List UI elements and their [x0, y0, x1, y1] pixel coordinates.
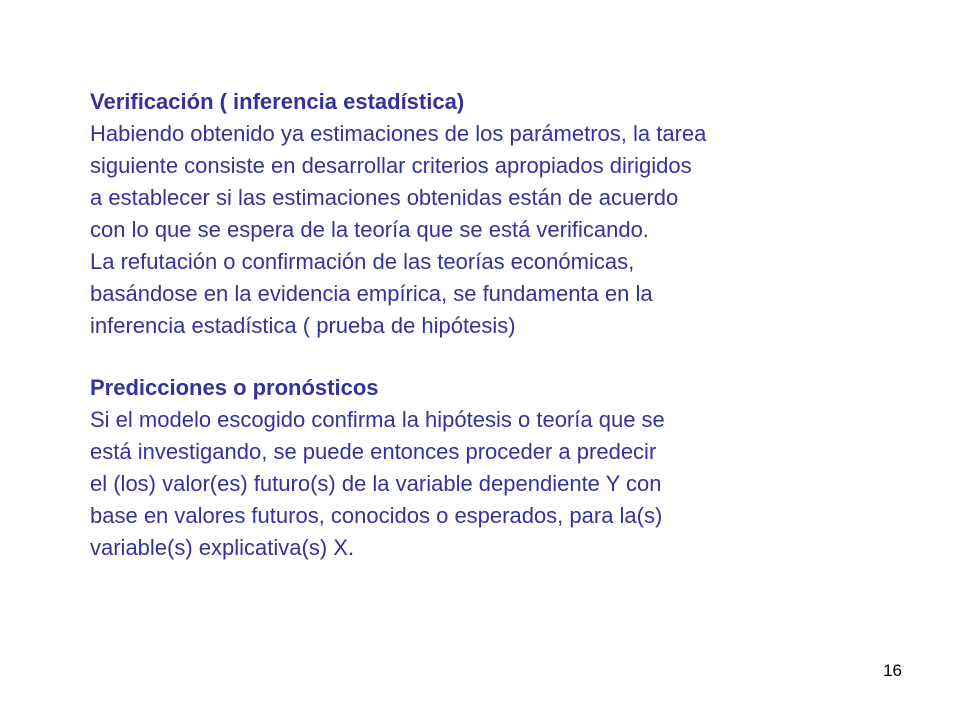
- section-title: Verificación ( inferencia estadística): [90, 89, 465, 114]
- section-spacer: [90, 342, 890, 372]
- paragraph-line: La refutación o confirmación de las teorías económicas,: [90, 249, 635, 274]
- paragraph-line: está investigando, se puede entonces proceder a predecir: [90, 439, 657, 464]
- paragraph-line: el (los) valor(es) futuro(s) de la variable dependiente Y con: [90, 471, 662, 496]
- paragraph-line: base en valores futuros, conocidos o esperados, para la(s): [90, 503, 663, 528]
- paragraph-line: con lo que se espera de la teoría que se está verificando.: [90, 217, 649, 242]
- page-number: 16: [883, 661, 902, 680]
- section-title: Predicciones o pronósticos: [90, 375, 379, 400]
- paragraph-line: basándose en la evidencia empírica, se fundamenta en la: [90, 281, 653, 306]
- paragraph-line: variable(s) explicativa(s) X.: [90, 535, 355, 560]
- section-verificacion: [90, 86, 890, 342]
- paragraph-line: a establecer si las estimaciones obtenidas están de acuerdo: [90, 185, 679, 210]
- slide-body: [90, 86, 890, 564]
- paragraph-line: Habiendo obtenido ya estimaciones de los parámetros, la tarea: [90, 121, 707, 146]
- paragraph-line: Si el modelo escogido confirma la hipótesis o teoría que se: [90, 407, 665, 432]
- section-predicciones: [90, 372, 890, 564]
- paragraph-line: siguiente consiste en desarrollar criterios apropiados dirigidos: [90, 153, 692, 178]
- paragraph-line: inferencia estadística ( prueba de hipótesis): [90, 313, 516, 338]
